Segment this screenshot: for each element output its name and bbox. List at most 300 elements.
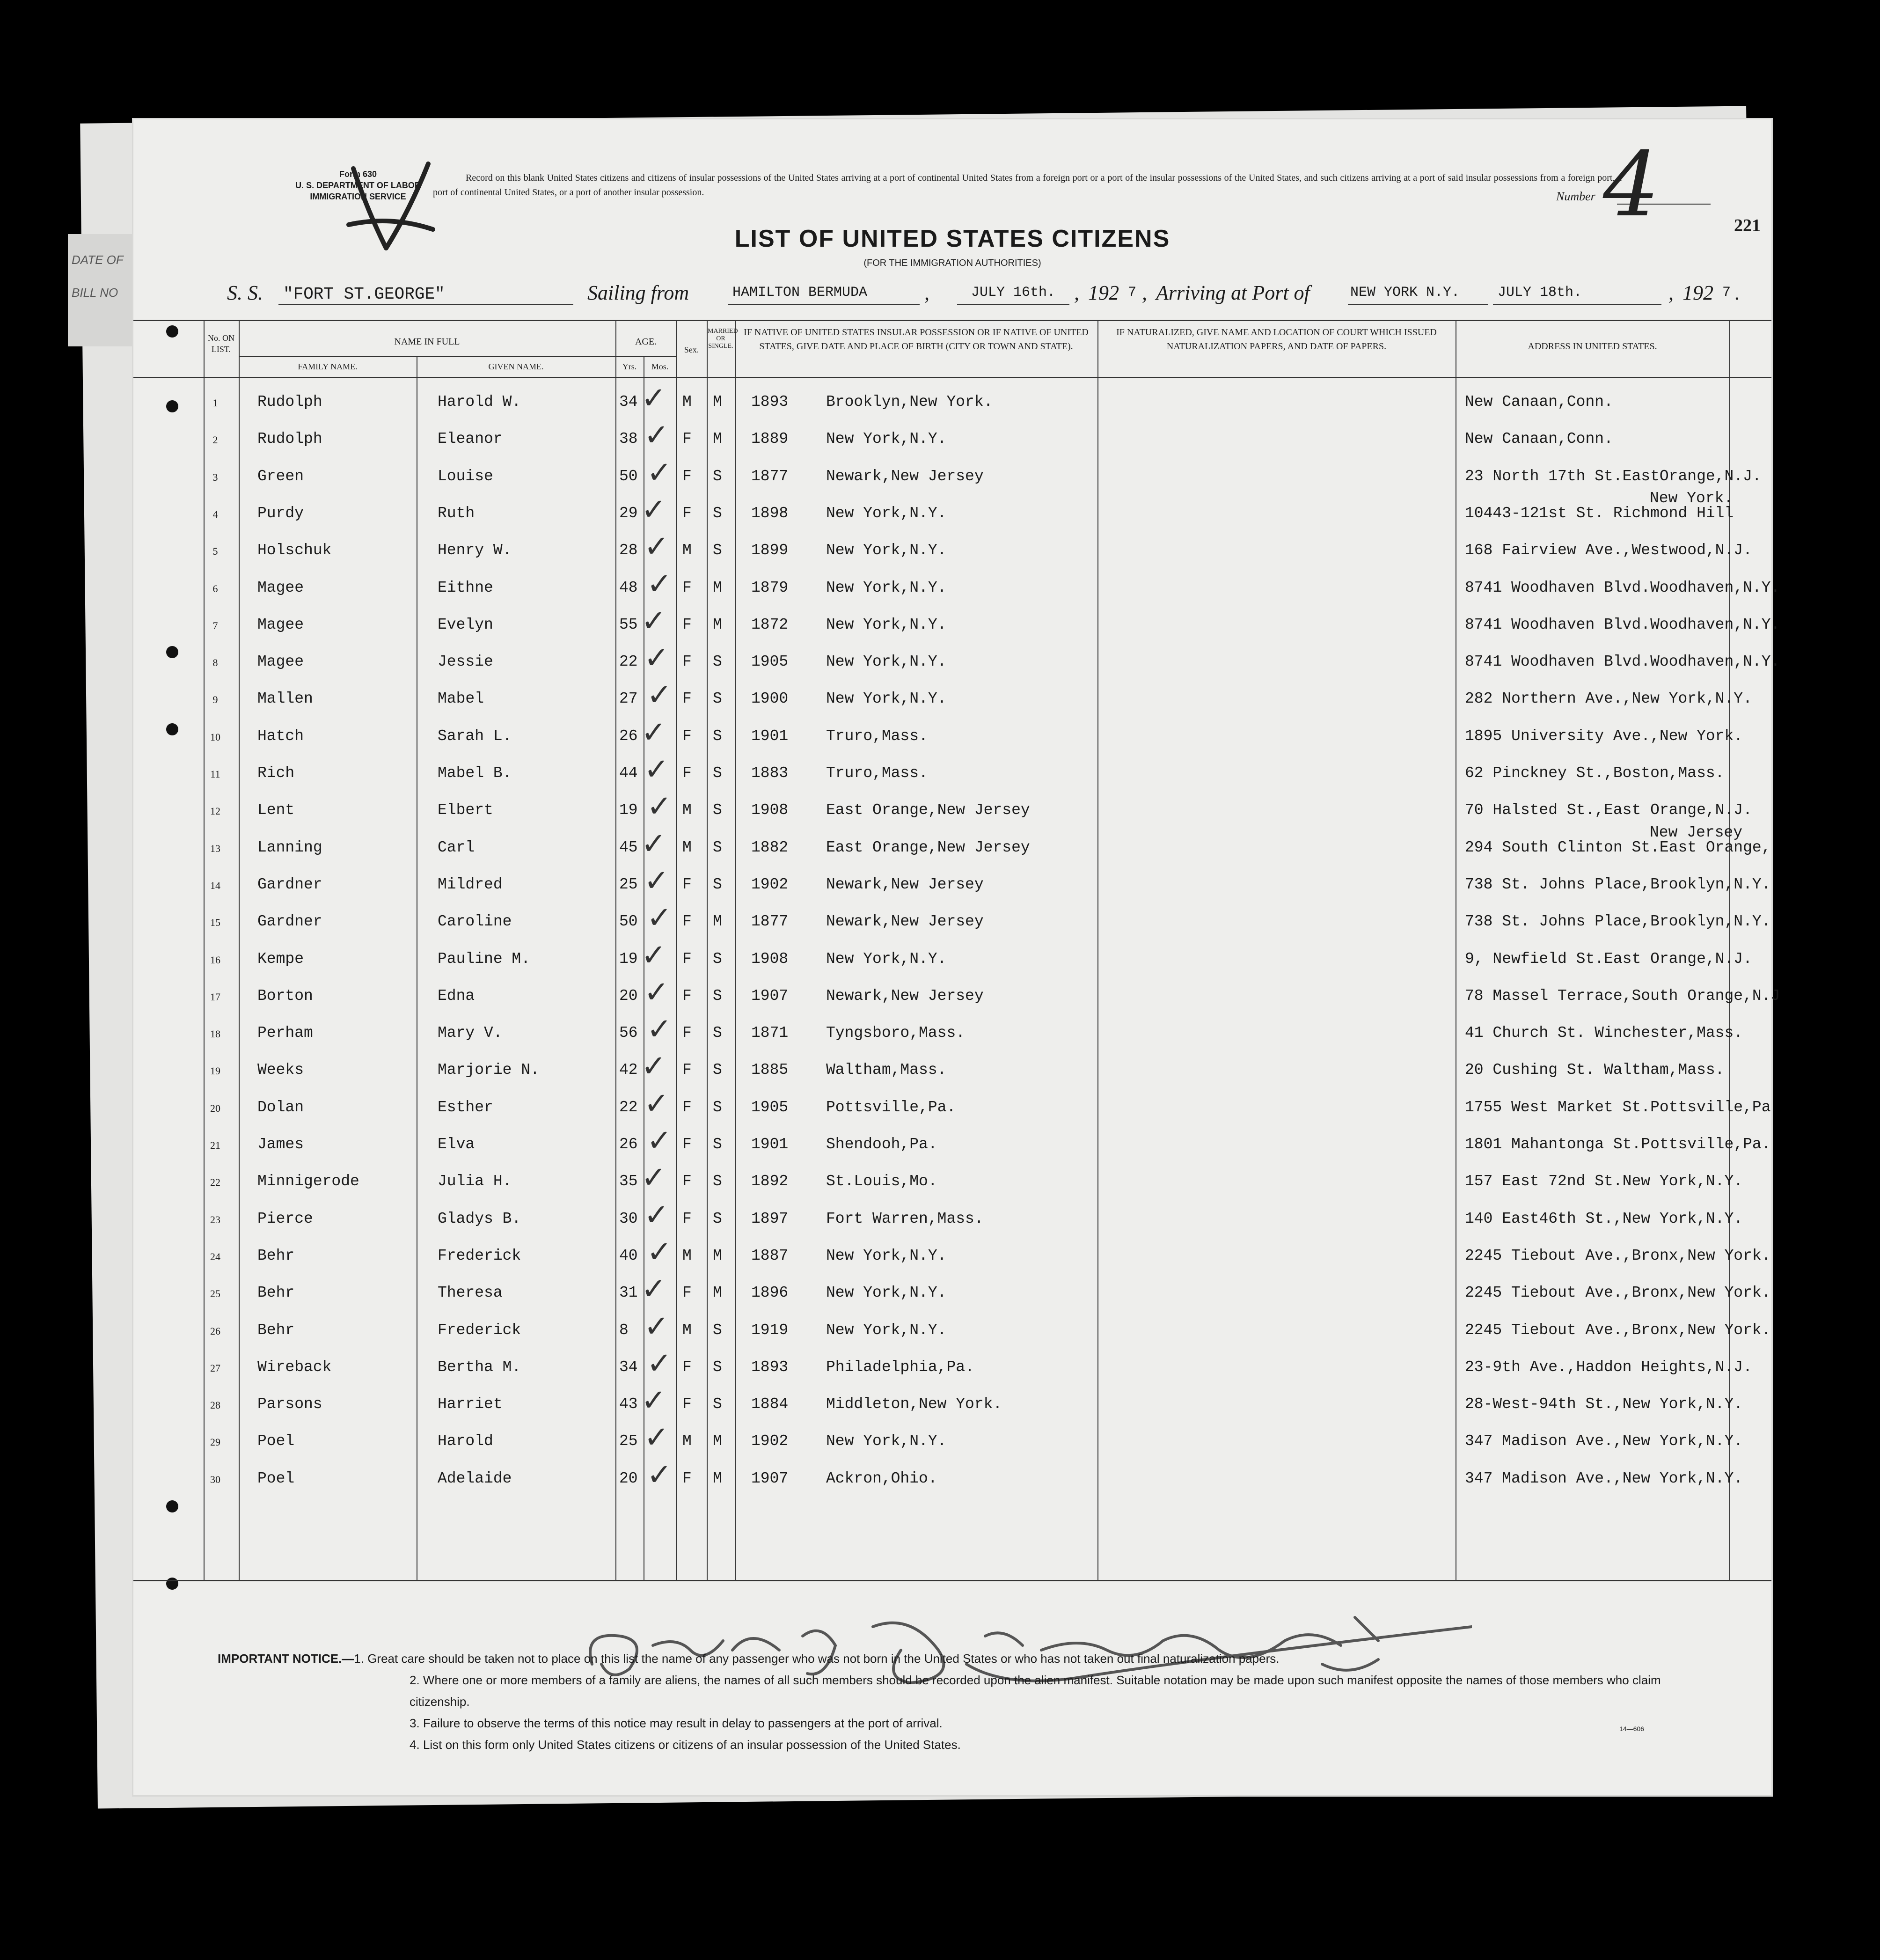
cell-family-name: Poel [257, 1432, 295, 1450]
cell-address: 9, Newfield St.East Orange,N.J. [1465, 950, 1752, 968]
cell-address: 168 Fairview Ave.,Westwood,N.J. [1465, 542, 1752, 559]
table-row [133, 752, 1771, 792]
checkmark-icon: ✓ [641, 1383, 666, 1418]
sailing-from-label: Sailing from [587, 281, 689, 304]
table-row [133, 823, 1771, 866]
subheader-rule [239, 356, 676, 357]
cell-birth-year: 1900 [751, 690, 789, 708]
cell-birth-year: 1882 [751, 838, 789, 856]
cell-address: 738 St. Johns Place,Brooklyn,N.Y. [1465, 913, 1771, 931]
cell-birth-year: 1896 [751, 1284, 789, 1302]
header-years: Yrs. [622, 362, 637, 371]
cell-no: 25 [210, 1288, 220, 1300]
cell-given-name: Mary V. [438, 1024, 503, 1042]
cell-family-name: Magee [257, 616, 304, 633]
cell-no: 27 [210, 1362, 220, 1374]
edge-fragment-line: DATE OF [72, 253, 124, 267]
cell-marital-status: S [713, 1321, 722, 1339]
cell-birth-year: 1893 [751, 393, 789, 411]
cell-family-name: Behr [257, 1321, 295, 1339]
cell-marital-status: S [713, 1098, 722, 1116]
cell-age: 50 [619, 913, 638, 931]
cell-marital-status: S [713, 838, 722, 856]
cell-birth-place: New York,N.Y. [826, 1432, 947, 1450]
table-row [133, 603, 1780, 644]
table-row [133, 1160, 1771, 1200]
cell-birth-year: 1893 [751, 1358, 789, 1376]
cell-marital-status: M [713, 579, 722, 596]
cell-birth-year: 1905 [751, 653, 789, 671]
cell-no: 14 [210, 879, 220, 891]
cell-family-name: Rich [257, 764, 295, 782]
table-top-rule [133, 320, 1771, 321]
cell-age: 22 [619, 1098, 638, 1116]
ss-label: S. S. [227, 281, 263, 304]
cell-age: 55 [619, 616, 638, 633]
cell-family-name: Hatch [257, 727, 304, 745]
cell-birth-place: New York,N.Y. [826, 616, 947, 633]
table-row [133, 566, 1780, 607]
cell-birth-year: 1889 [751, 430, 789, 448]
cell-age: 42 [619, 1061, 638, 1079]
header-months: Mos. [651, 362, 669, 371]
cell-given-name: Carl [438, 838, 475, 856]
table-row [133, 863, 1771, 903]
cell-given-name: Jessie [438, 653, 493, 671]
sailing-from-port: HAMILTON BERMUDA [732, 285, 868, 301]
checkmark-icon: ✓ [641, 1049, 666, 1084]
header-sex: Sex. [684, 345, 699, 354]
cell-no: 18 [210, 1028, 220, 1040]
cell-address: 2245 Tiebout Ave.,Bronx,New York. [1465, 1247, 1771, 1264]
checkmark-icon: ✓ [647, 1346, 672, 1381]
table-row [133, 789, 1771, 829]
cell-family-name: Gardner [257, 913, 322, 931]
cell-age: 8 [619, 1321, 629, 1339]
cell-given-name: Henry W. [438, 542, 512, 559]
cell-no: 20 [210, 1102, 220, 1114]
cell-family-name: Magee [257, 579, 304, 596]
cell-family-name: Rudolph [257, 393, 322, 411]
comma: , [1074, 281, 1079, 304]
cell-birth-year: 1892 [751, 1173, 789, 1190]
cell-sex: M [682, 542, 692, 559]
service-name: IMMIGRATION SERVICE [310, 192, 406, 201]
cell-given-name: Eithne [438, 579, 493, 596]
cell-no: 16 [210, 954, 220, 966]
cell-birth-place: Brooklyn,New York. [826, 393, 993, 411]
ship-name-underline [278, 304, 573, 305]
cell-no: 5 [212, 545, 218, 558]
cell-birth-place: Newark,New Jersey [826, 875, 984, 893]
cell-birth-place: Waltham,Mass. [826, 1061, 947, 1079]
cell-address: 157 East 72nd St.New York,N.Y. [1465, 1173, 1743, 1190]
cell-marital-status: S [713, 1358, 722, 1376]
arrival-port: NEW YORK N.Y. [1350, 285, 1460, 301]
cell-birth-year: 1877 [751, 467, 789, 485]
cell-birth-year: 1877 [751, 913, 789, 931]
checkmark-icon: ✓ [647, 1234, 672, 1270]
table-row [133, 381, 1771, 421]
cell-address-overflow: New Jersey [1650, 823, 1743, 841]
cell-sex: F [682, 1098, 692, 1116]
checkmark-icon: ✓ [644, 752, 669, 787]
header-given-name: GIVEN NAME. [488, 362, 544, 371]
cell-sex: F [682, 950, 692, 968]
cell-no: 6 [212, 582, 218, 595]
table-row [133, 715, 1771, 755]
punch-hole [166, 1578, 178, 1590]
table-row [133, 1234, 1771, 1275]
cell-no: 22 [210, 1176, 220, 1189]
cell-birth-place: Ackron,Ohio. [826, 1469, 937, 1487]
cell-age: 27 [619, 690, 638, 708]
checkmark-icon: ✓ [647, 566, 672, 602]
cell-family-name: James [257, 1136, 304, 1153]
sailing-year-prefix: 192 [1088, 281, 1119, 304]
cell-no: 13 [210, 842, 220, 854]
arrival-port-underline [1348, 304, 1488, 305]
cell-address: 23-9th Ave.,Haddon Heights,N.J. [1465, 1358, 1752, 1376]
checkmark-icon: ✓ [644, 1197, 669, 1233]
table-row [133, 1383, 1771, 1423]
cell-address: 347 Madison Ave.,New York,N.Y. [1465, 1432, 1743, 1450]
cell-age: 22 [619, 653, 638, 671]
cell-sex: M [682, 1321, 692, 1339]
cell-marital-status: M [713, 913, 722, 931]
cell-age: 50 [619, 467, 638, 485]
comma: , [1668, 281, 1674, 304]
cell-no: 23 [210, 1213, 220, 1226]
cell-birth-place: Shendooh,Pa. [826, 1136, 937, 1153]
cell-birth-year: 1902 [751, 1432, 789, 1450]
cell-given-name: Theresa [438, 1284, 503, 1302]
cell-no: 12 [210, 805, 220, 817]
header-place-of-birth: IF NATIVE OF UNITED STATES INSULAR POSSESSION OR IF NATIVE OF UNITED STATES, GIVE DATE AND PLACE OF BIRTH (CITY OR TOWN AND STATE). [744, 327, 1089, 352]
cell-sex: F [682, 579, 692, 596]
cell-given-name: Mabel B. [438, 764, 512, 782]
notice-item: 4. List on this form only United States citizens or citizens of an insular possession of the United States. [410, 1738, 961, 1752]
table-row [133, 418, 1771, 458]
cell-given-name: Harold [438, 1432, 493, 1450]
cell-address: 8741 Woodhaven Blvd.Woodhaven,N.Y. [1465, 616, 1780, 633]
cell-marital-status: S [713, 987, 722, 1005]
cell-given-name: Mildred [438, 875, 503, 893]
cell-marital-status: S [713, 1395, 722, 1413]
cell-given-name: Harriet [438, 1395, 503, 1413]
cell-family-name: Behr [257, 1247, 295, 1264]
sailing-port-underline [728, 304, 920, 305]
cell-sex: F [682, 913, 692, 931]
cell-age: 20 [619, 1469, 638, 1487]
table-row [133, 1309, 1771, 1349]
cell-family-name: Purdy [257, 504, 304, 522]
cell-no: 9 [212, 694, 218, 706]
table-row [133, 1123, 1771, 1163]
checkmark-icon: ✓ [644, 1309, 669, 1344]
cell-age: 48 [619, 579, 638, 596]
cell-no: 8 [212, 657, 218, 669]
cell-given-name: Elbert [438, 801, 493, 819]
cell-no: 4 [212, 508, 218, 520]
cell-family-name: Lanning [257, 838, 322, 856]
cell-birth-year: 1899 [751, 542, 789, 559]
cell-birth-year: 1872 [751, 616, 789, 633]
cell-no: 17 [210, 991, 220, 1003]
table-row [133, 678, 1771, 718]
cell-birth-place: Newark,New Jersey [826, 913, 984, 931]
table-row [133, 938, 1771, 978]
cell-no: 21 [210, 1139, 220, 1151]
cell-birth-year: 1905 [751, 1098, 789, 1116]
cell-age: 25 [619, 875, 638, 893]
checkmark-icon: ✓ [647, 455, 672, 490]
cell-family-name: Behr [257, 1284, 295, 1302]
cell-marital-status: M [713, 1469, 722, 1487]
cell-birth-place: New York,N.Y. [826, 690, 947, 708]
cell-age: 19 [619, 950, 638, 968]
cell-family-name: Weeks [257, 1061, 304, 1079]
period: . [1735, 281, 1740, 304]
checkmark-icon: ✓ [644, 1086, 669, 1121]
arrival-date: JULY 18th. [1498, 285, 1582, 301]
cell-marital-status: S [713, 504, 722, 522]
checkmark-icon: ✓ [641, 938, 666, 973]
cell-age: 29 [619, 504, 638, 522]
cell-marital-status: S [713, 950, 722, 968]
cell-age: 34 [619, 1358, 638, 1376]
cell-given-name: Sarah L. [438, 727, 512, 745]
cell-age: 19 [619, 801, 638, 819]
cell-marital-status: S [713, 1061, 722, 1079]
checkmark-icon: ✓ [641, 1272, 666, 1307]
cell-birth-year: 1883 [751, 764, 789, 782]
cell-given-name: Julia H. [438, 1173, 512, 1190]
checkmark-icon: ✓ [644, 975, 669, 1010]
cell-address: New Canaan,Conn. [1465, 430, 1613, 448]
cell-age: 31 [619, 1284, 638, 1302]
table-bottom-rule [133, 1580, 1771, 1581]
cell-family-name: Green [257, 467, 304, 485]
cell-sex: F [682, 875, 692, 893]
cell-family-name: Pierce [257, 1210, 313, 1227]
checkmark-icon: ✓ [641, 1160, 666, 1196]
cell-sex: F [682, 987, 692, 1005]
cell-address: 10443-121st St. Richmond Hill [1465, 504, 1734, 522]
cell-sex: F [682, 1173, 692, 1190]
cell-sex: F [682, 504, 692, 522]
cell-birth-year: 1898 [751, 504, 789, 522]
notice-item: 1. Great care should be taken not to place on this list the name of any passenger who was not born in the United States or who has not taken out final naturalization papers. [354, 1652, 1280, 1666]
cell-age: 45 [619, 838, 638, 856]
cell-sex: F [682, 764, 692, 782]
cell-birth-year: 1919 [751, 1321, 789, 1339]
page-number: 221 [1734, 216, 1761, 235]
cell-no: 26 [210, 1325, 220, 1337]
cell-family-name: Minnigerode [257, 1173, 359, 1190]
cell-age: 38 [619, 430, 638, 448]
cell-address: 78 Massel Terrace,South Orange,N.J [1465, 987, 1780, 1005]
cell-birth-place: Newark,New Jersey [826, 987, 984, 1005]
cell-age: 44 [619, 764, 638, 782]
cell-no: 15 [210, 917, 220, 929]
cell-family-name: Rudolph [257, 430, 322, 448]
cell-no: 7 [212, 619, 218, 631]
number-label: Number [1556, 190, 1595, 203]
checkmark-icon: ✓ [641, 715, 666, 750]
cell-given-name: Elva [438, 1136, 475, 1153]
cell-address: 23 North 17th St.EastOrange,N.J. [1465, 467, 1762, 485]
cell-sex: F [682, 430, 692, 448]
cell-marital-status: M [713, 430, 722, 448]
table-row [133, 455, 1771, 495]
cell-birth-place: Tyngsboro,Mass. [826, 1024, 966, 1042]
cell-marital-status: S [713, 801, 722, 819]
header-no: No. ON LIST. [208, 333, 234, 354]
cell-no: 30 [210, 1473, 220, 1485]
cell-birth-place: East Orange,New Jersey [826, 838, 1030, 856]
sailing-date: JULY 16th. [971, 285, 1056, 301]
cell-marital-status: S [713, 875, 722, 893]
cell-no: 19 [210, 1065, 220, 1077]
cell-sex: F [682, 1210, 692, 1227]
cell-birth-place: Pottsville,Pa. [826, 1098, 956, 1116]
cell-address-overflow: New York. [1650, 489, 1734, 507]
department-name: U. S. DEPARTMENT OF LABOR [295, 181, 421, 190]
cell-sex: F [682, 653, 692, 671]
cell-birth-year: 1907 [751, 1469, 789, 1487]
cell-given-name: Louise [438, 467, 493, 485]
cell-address: 1801 Mahantonga St.Pottsville,Pa. [1465, 1136, 1771, 1153]
checkmark-icon: ✓ [647, 1123, 672, 1158]
header-naturalization: IF NATURALIZED, GIVE NAME AND LOCATION OF COURT WHICH ISSUED NATURALIZATION PAPERS, AND DATE OF PAPERS. [1116, 327, 1437, 352]
cell-sex: F [682, 1395, 692, 1413]
checkmark-icon: ✓ [644, 418, 669, 453]
page-title: LIST OF UNITED STATES CITIZENS [734, 225, 1170, 252]
cell-given-name: Mabel [438, 690, 484, 708]
instructions-text: Record on this blank United States citizens and citizens of insular possessions of the United States arriving at a port of continental United States from a foreign port or a port of the insular possessions of the United States, and such citizens arriving at a port of said insular possessions from a foreign port, a port of continental United States, or a port of another insular possession. [433, 173, 1622, 198]
cell-sex: F [682, 616, 692, 633]
form-number: Form 630 [339, 169, 377, 179]
cell-given-name: Bertha M. [438, 1358, 521, 1376]
sailing-year-suffix: 7 [1128, 285, 1137, 301]
cell-no: 3 [212, 471, 218, 483]
cell-birth-place: New York,N.Y. [826, 1284, 947, 1302]
cell-no: 1 [212, 397, 218, 409]
cell-address: 20 Cushing St. Waltham,Mass. [1465, 1061, 1725, 1079]
cell-birth-place: Newark,New Jersey [826, 467, 984, 485]
cell-family-name: Borton [257, 987, 313, 1005]
cell-age: 25 [619, 1432, 638, 1450]
cell-given-name: Harold W. [438, 393, 521, 411]
arrival-year-suffix: 7 [1722, 285, 1731, 301]
cell-sex: F [682, 1061, 692, 1079]
table-row [133, 1420, 1771, 1460]
checkmark-icon: ✓ [641, 603, 666, 639]
cell-sex: F [682, 467, 692, 485]
table-row [133, 489, 1771, 532]
cell-marital-status: S [713, 690, 722, 708]
cell-address: 28-West-94th St.,New York,N.Y. [1465, 1395, 1743, 1413]
arriving-label: Arriving at Port of [1156, 281, 1310, 304]
arrival-date-underline [1493, 304, 1661, 305]
cell-marital-status: S [713, 467, 722, 485]
cell-no: 2 [212, 434, 218, 446]
cell-no: 24 [210, 1250, 220, 1263]
page-subtitle: (FOR THE IMMIGRATION AUTHORITIES) [863, 258, 1041, 268]
cell-birth-place: New York,N.Y. [826, 1247, 947, 1264]
cell-address: 294 South Clinton St.East Orange, [1465, 838, 1771, 856]
header-family-name: FAMILY NAME. [298, 362, 358, 371]
cell-no: 10 [210, 731, 220, 743]
cell-address: 347 Madison Ave.,New York,N.Y. [1465, 1469, 1743, 1487]
cell-birth-place: New York,N.Y. [826, 542, 947, 559]
list-number: 4 [1603, 133, 1660, 236]
cell-no: 11 [210, 768, 220, 780]
table-row [133, 1457, 1771, 1498]
table-row [133, 1086, 1771, 1126]
cell-sex: M [682, 393, 692, 411]
checkmark-icon: ✓ [647, 1012, 672, 1047]
cell-birth-place: Truro,Mass. [826, 727, 928, 745]
cell-given-name: Evelyn [438, 616, 493, 633]
cell-given-name: Ruth [438, 504, 475, 522]
cell-address: New Canaan,Conn. [1465, 393, 1613, 411]
cell-marital-status: S [713, 542, 722, 559]
cell-marital-status: M [713, 1432, 722, 1450]
cell-birth-place: New York,N.Y. [826, 653, 947, 671]
cell-birth-place: Truro,Mass. [826, 764, 928, 782]
cell-address: 2245 Tiebout Ave.,Bronx,New York. [1465, 1284, 1771, 1302]
cell-age: 43 [619, 1395, 638, 1413]
edge-fragment-line: BILL NO [72, 286, 118, 300]
cell-address: 62 Pinckney St.,Boston,Mass. [1465, 764, 1725, 782]
punch-hole [166, 325, 178, 338]
cell-given-name: Edna [438, 987, 475, 1005]
cell-address: 140 East46th St.,New York,N.Y. [1465, 1210, 1743, 1227]
cell-birth-place: New York,N.Y. [826, 430, 947, 448]
cell-birth-place: East Orange,New Jersey [826, 801, 1030, 819]
checkmark-icon: ✓ [644, 863, 669, 898]
table-row [133, 1049, 1771, 1089]
table-row [133, 903, 1771, 940]
table-row [133, 1346, 1771, 1386]
table-row [133, 1197, 1771, 1238]
cell-birth-year: 1897 [751, 1210, 789, 1227]
notice-label: IMPORTANT NOTICE.— [218, 1652, 354, 1666]
cell-given-name: Esther [438, 1098, 493, 1116]
cell-marital-status: S [713, 727, 722, 745]
cell-marital-status: M [713, 616, 722, 633]
cell-marital-status: M [713, 1247, 722, 1264]
cell-birth-place: New York,N.Y. [826, 950, 947, 968]
cell-address: 1755 West Market St.Pottsville,Pa [1465, 1098, 1771, 1116]
table-row [133, 529, 1771, 569]
cell-address: 282 Northern Ave.,New York,N.Y. [1465, 690, 1752, 708]
cell-age: 30 [619, 1210, 638, 1227]
cell-birth-place: New York,N.Y. [826, 504, 947, 522]
cell-address: 8741 Woodhaven Blvd.Woodhaven,N.Y. [1465, 653, 1780, 671]
cell-family-name: Wireback [257, 1358, 332, 1376]
checkmark-icon: ✓ [644, 1420, 669, 1455]
comma: , [1142, 281, 1147, 304]
cell-birth-year: 1908 [751, 950, 789, 968]
notice-item: 3. Failure to observe the terms of this notice may result in delay to passengers at the port of arrival. [410, 1716, 943, 1730]
cell-address: 2245 Tiebout Ave.,Bronx,New York. [1465, 1321, 1771, 1339]
table-row [133, 641, 1780, 681]
cell-no: 29 [210, 1436, 220, 1448]
voyage-line [227, 281, 1740, 309]
